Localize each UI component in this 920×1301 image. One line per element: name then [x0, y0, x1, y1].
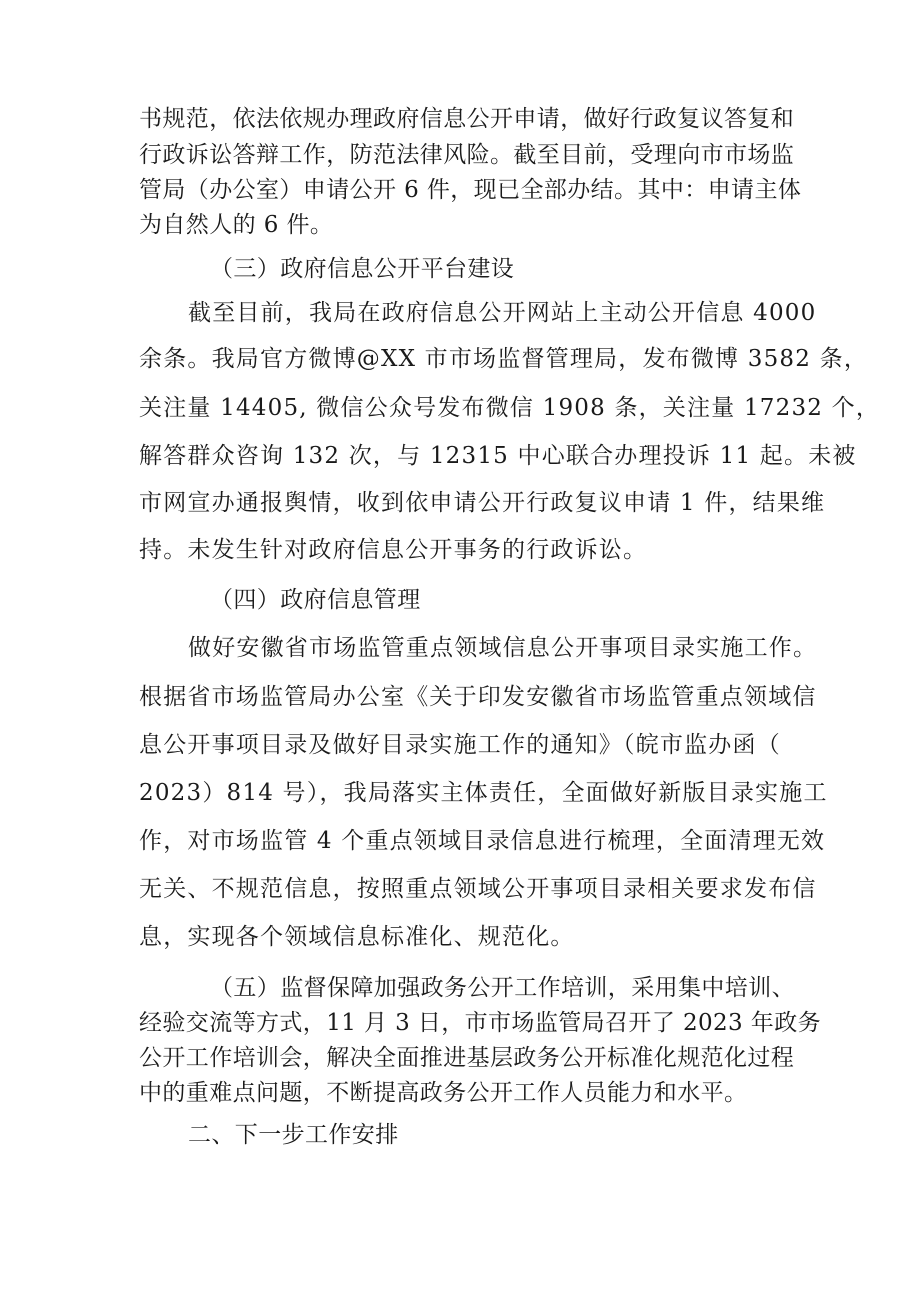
management-line-2: 根据省市场监管局办公室《关于印发安徽省市场监管重点领域信: [139, 684, 817, 710]
section-heading-management: （四）政府信息管理: [210, 587, 421, 613]
management-line-6: 无关、不规范信息，按照重点领域公开事项目录相关要求发布信: [139, 876, 817, 902]
supervision-line-4: 中的重难点问题，不断提高政务公开工作人员能力和水平。: [139, 1080, 748, 1106]
section-heading-platform: （三）政府信息公开平台建设: [210, 256, 515, 282]
supervision-line-2: 经验交流等方式，11 月 3 日，市市场监管局召开了 2023 年政务: [139, 1010, 821, 1036]
intro-line-4: 为自然人的 6 件。: [139, 212, 334, 238]
management-line-5: 作，对市场监管 4 个重点领域目录信息进行梳理，全面清理无效: [139, 828, 826, 854]
supervision-line-3: 公开工作培训会，解决全面推进基层政务公开标准化规范化过程: [139, 1045, 795, 1071]
platform-line-3: 关注量 14405, 微信公众号发布微信 1908 条，关注量 17232 个，: [139, 395, 881, 421]
management-line-3: 息公开事项目录及做好目录实施工作的通知》（皖市监办函（: [139, 732, 781, 758]
platform-line-1: 截至目前，我局在政府信息公开网站上主动公开信息 4000: [188, 300, 817, 326]
management-line-4: 2023）814 号），我局落实主体责任，全面做好新版目录实施工: [139, 780, 828, 806]
management-line-1: 做好安徽省市场监管重点领域信息公开事项目录实施工作。: [188, 635, 818, 661]
section-heading-next-steps: 二、下一步工作安排: [188, 1122, 399, 1148]
platform-line-6: 持。未发生针对政府信息公开事务的行政诉讼。: [139, 537, 648, 563]
intro-line-1: 书规范，依法依规办理政府信息公开申请，做好行政复议答复和: [139, 106, 795, 132]
intro-line-2: 行政诉讼答辩工作，防范法律风险。截至目前，受理向市市场监: [139, 142, 795, 168]
management-line-7: 息，实现各个领域信息标准化、规范化。: [139, 924, 575, 950]
supervision-line-1: （五）监督保障加强政务公开工作培训，采用集中培训、: [210, 975, 795, 1001]
platform-line-5: 市网宣办通报舆情，收到依申请公开行政复议申请 1 件，结果维: [139, 490, 826, 516]
platform-line-4: 解答群众咨询 132 次，与 12315 中心联合办理投诉 11 起。未被: [139, 443, 857, 469]
intro-line-3: 管局（办公室）申请公开 6 件，现已全部办结。其中：申请主体: [139, 177, 802, 203]
platform-line-2: 余条。我局官方微博@XX 市市场监督管理局，发布微博 3582 条，: [139, 346, 869, 372]
